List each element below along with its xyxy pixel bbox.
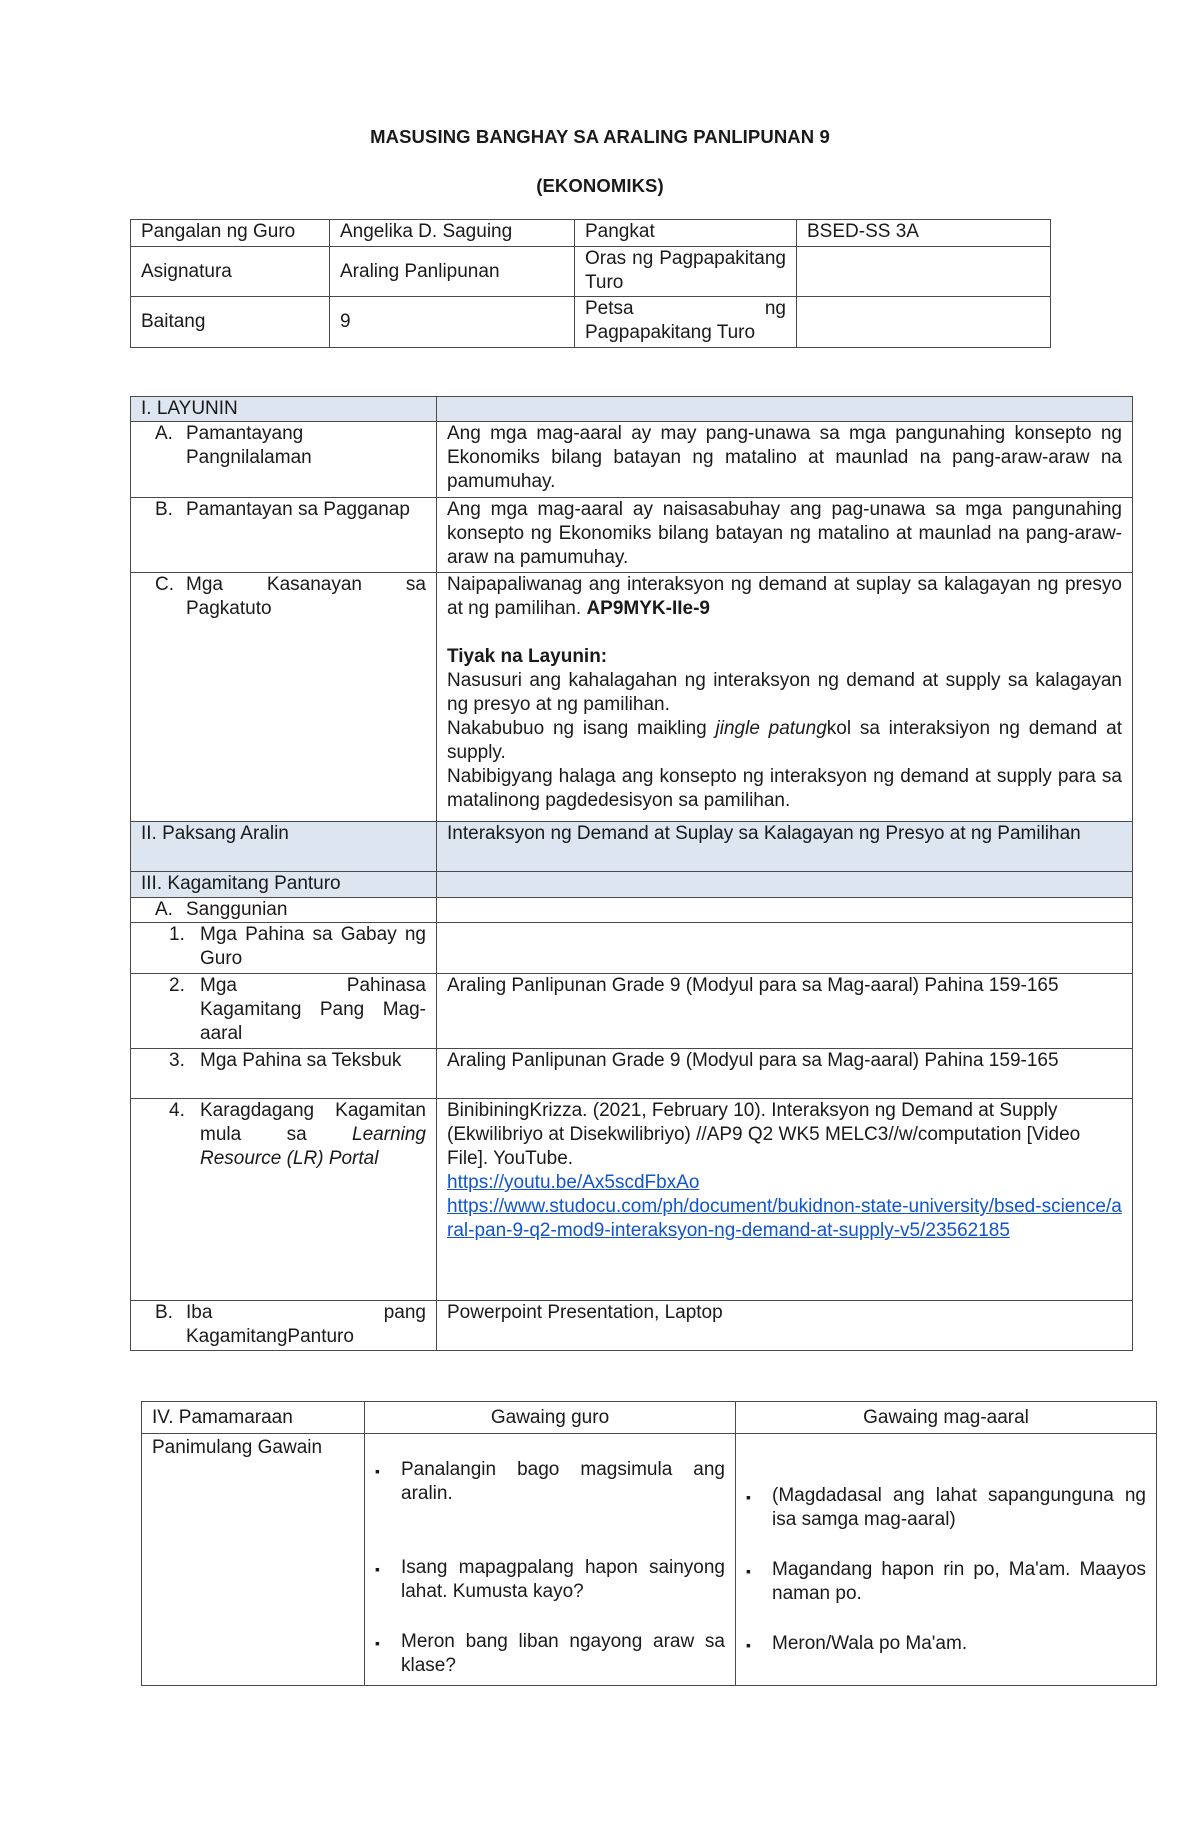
tiyak-item-3: Nabibigyang halaga ang konsepto ng interaksyon ng demand at supply para sa matalinong pagdedesisyon sa pamilihan. <box>447 766 1122 811</box>
gawaing-mag-aaral-cell <box>736 1434 1157 1686</box>
tiyak-heading: Tiyak na Layunin: <box>447 646 608 667</box>
guro-item-2: ▪ Isang mapagpalang hapon sainyong lahat. Kumusta kayo? <box>375 1557 725 1602</box>
info-table <box>130 219 1051 348</box>
guro-item-3: ▪ Meron bang liban ngayong araw sa klase? <box>375 1631 725 1676</box>
studocu-link[interactable]: https://www.studocu.com/ph/document/bukidnon-state-university/bsed-science/aral-pan-9-q2-mod9-interaksyon-ng-demand-at-supply-v5/23562185 <box>447 1196 1122 1241</box>
gawaing-guro-header: Gawaing guro <box>365 1402 736 1434</box>
youtube-link[interactable]: https://youtu.be/Ax5scdFbxAo <box>447 1172 700 1193</box>
baitang-label: Baitang <box>131 297 330 348</box>
sanggunian-4-citation: BinibiningKrizza. (2021, February 10). Interaksyon ng Demand at Supply (Ekwilibriyo at Disekwilibriyo) //AP9 Q2 WK5 MELC3//w/computation [Video File]. YouTube. <box>447 1100 1081 1169</box>
sanggunian-3-label: 3. Mga Pahina sa Teksbuk <box>131 1049 437 1099</box>
gawaing-mag-aaral-header: Gawaing mag-aaral <box>736 1402 1157 1434</box>
guro-label: Pangalan ng Guro <box>131 220 330 247</box>
oras-value <box>797 247 1051 297</box>
petsa-value <box>797 297 1051 348</box>
page-title: MASUSING BANGHAY SA ARALING PANLIPUNAN 9 <box>370 126 830 147</box>
oras-label: Oras ng Pagpapakitang Turo <box>575 247 797 297</box>
page-subtitle: (EKONOMIKS) <box>536 175 664 196</box>
panimulang-gawain-label: Panimulang Gawain <box>142 1434 365 1686</box>
procedure-table <box>141 1401 1157 1686</box>
petsa-label: Petsa ng Pagpapakitang Turo <box>575 297 797 348</box>
kasanayan-text: Naipapaliwanag ang interaksyon ng demand at suplay sa kalagayan ng presyo at ng pamilihan. <box>447 574 1122 619</box>
asignatura-value: Araling Panlipunan <box>330 247 575 297</box>
sanggunian-4-value <box>437 1099 1133 1301</box>
baitang-value: 9 <box>330 297 575 348</box>
sanggunian-1-label: 1. Mga Pahina sa Gabay ng Guro <box>131 923 437 974</box>
paksa-value: Interaksyon ng Demand at Suplay sa Kalagayan ng Presyo at ng Pamilihan <box>437 822 1133 872</box>
pamantayan-pagganap-label: B. Pamantayan sa Pagganap <box>131 498 437 573</box>
kagamitan-header: III. Kagamitang Panturo <box>131 872 437 898</box>
sanggunian-2-value: Araling Panlipunan Grade 9 (Modyul para sa Mag-aaral) Pahina 159-165 <box>437 974 1133 1049</box>
mag-aaral-item-1: ▪ (Magdadasal ang lahat sapangunguna ng isa samga mag-aaral) <box>746 1485 1146 1530</box>
pamantayan-pagganap-value: Ang mga mag-aaral ay naisasabuhay ang pag-unawa sa mga pangunahing konsepto ng Ekonomiks bilang batayan ng matalino at maunlad na pang-araw-araw na pamumuhay. <box>437 498 1133 573</box>
iba-kagamitan-label: B. Iba pang KagamitangPanturo <box>131 1301 437 1351</box>
melc-code: AP9MYK-IIe-9 <box>586 598 710 619</box>
iba-kagamitan-value: Powerpoint Presentation, Laptop <box>437 1301 1133 1351</box>
kasanayan-label: C. Mga Kasanayan sa Pagkatuto <box>131 573 437 822</box>
sanggunian-4-label: 4. Karagdagang Kagamitan mula sa Learning Resource (LR) Portal <box>131 1099 437 1301</box>
layunin-header: I. LAYUNIN <box>131 397 437 422</box>
tiyak-item-2: Nakabubuo ng isang maikling jingle patungkol sa interaksiyon ng demand at supply. <box>447 718 1122 763</box>
asignatura-label: Asignatura <box>131 247 330 297</box>
sanggunian-2-label: 2. Mga Pahinasa Kagamitang Pang Mag-aaral <box>131 974 437 1049</box>
guro-value: Angelika D. Saguing <box>330 220 575 247</box>
plan-table <box>130 396 1133 1351</box>
pamamaraan-header: IV. Pamamaraan <box>142 1402 365 1434</box>
sanggunian-label: A. Sanggunian <box>131 898 437 923</box>
pamantayang-nilalaman-label: A. Pamantayang Pangnilalaman <box>131 422 437 498</box>
sanggunian-3-value: Araling Panlipunan Grade 9 (Modyul para sa Mag-aaral) Pahina 159-165 <box>437 1049 1133 1099</box>
kasanayan-value <box>437 573 1133 822</box>
mag-aaral-item-3: ▪ Meron/Wala po Ma'am. <box>746 1633 968 1654</box>
guro-item-1: ▪ Panalangin bago magsimula ang aralin. <box>375 1459 725 1504</box>
sanggunian-1-value <box>437 923 1133 974</box>
mag-aaral-item-2: ▪ Magandang hapon rin po, Ma'am. Maayos naman po. <box>746 1559 1146 1604</box>
pangkat-label: Pangkat <box>575 220 797 247</box>
pangkat-value: BSED-SS 3A <box>797 220 1051 247</box>
pamantayang-nilalaman-value: Ang mga mag-aaral ay may pang-unawa sa mga pangunahing konsepto ng Ekonomiks bilang batayan ng matalino at maunlad na pang-araw-araw na pamumuhay. <box>437 422 1133 498</box>
gawaing-guro-cell <box>365 1434 736 1686</box>
tiyak-item-1: Nasusuri ang kahalagahan ng interaksyon ng demand at supply sa kalagayan ng presyo at ng pamilihan. <box>447 670 1122 715</box>
paksa-label: II. Paksang Aralin <box>131 822 437 872</box>
